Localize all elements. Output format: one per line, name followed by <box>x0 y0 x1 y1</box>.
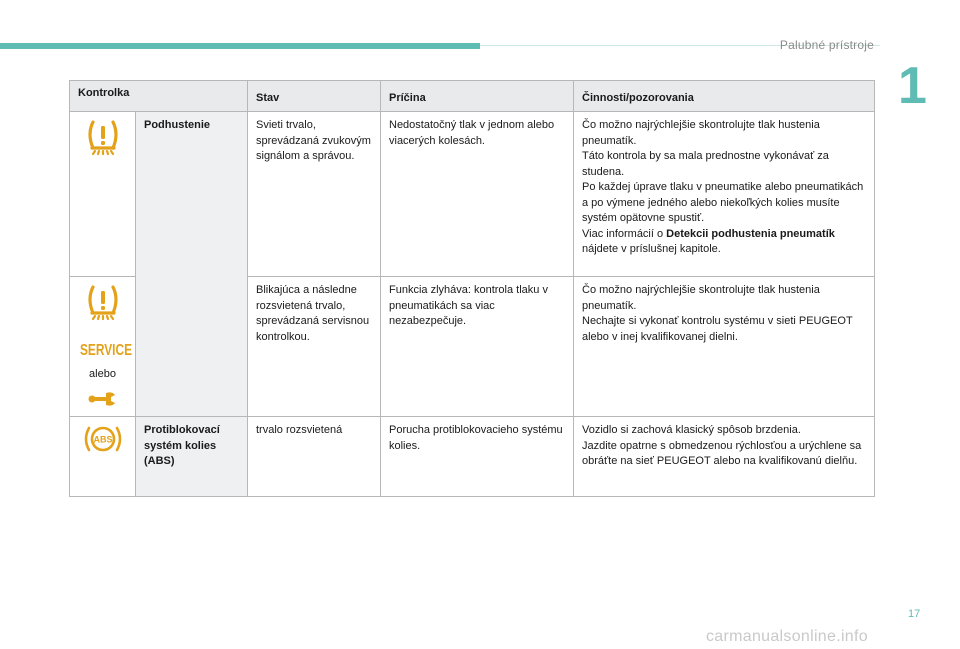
warning-name: Protiblokovací systém kolies (ABS) <box>144 424 220 467</box>
warning-name: Podhustenie <box>144 119 211 131</box>
actions-cell <box>574 112 875 277</box>
action-text: nájdete v príslušnej kapitole. <box>582 243 721 255</box>
state-text: Blikajúca a následne rozsvietená trvalo, sprevádzaná servisnou kontrolkou. <box>256 284 370 343</box>
action-text: Po každej úprave tlaku v pneumatike alebo pneumatikách a po výmene jedného alebo niekoľkých kolies musíte systém opätovne spustiť. <box>582 181 864 224</box>
cause-cell <box>381 112 574 277</box>
column-header-pricina <box>381 81 574 112</box>
cause-text: Funkcia zlyháva: kontrola tlaku v pneumatikách sa viac nezabezpečuje. <box>389 284 548 327</box>
column-header-label: Stav <box>256 91 280 104</box>
action-text: Nechajte si vykonať kontrolu systému v sieti PEUGEOT alebo v inej kvalifikovanej dielni. <box>582 315 853 343</box>
table-row <box>70 417 875 497</box>
icon-cell <box>70 112 136 277</box>
state-cell <box>248 112 381 277</box>
table-header-row <box>70 81 875 112</box>
state-text: Svieti trvalo, sprevádzaná zvukovým signálom a správou. <box>256 119 371 162</box>
service-icon-label: SERVICE <box>80 342 133 359</box>
actions-cell <box>574 417 875 497</box>
or-label: alebo <box>89 368 116 380</box>
abs-icon-label: ABS <box>92 434 113 445</box>
state-cell <box>248 417 381 497</box>
watermark: carmanualsonline.info <box>706 628 868 645</box>
service-icon <box>78 339 134 359</box>
tire-pressure-warning-icon <box>83 283 123 323</box>
action-text-mixed <box>582 227 866 258</box>
warning-name-cell <box>136 417 248 497</box>
cause-text: Porucha protiblokovacieho systému kolies. <box>389 424 563 452</box>
icon-cell <box>70 417 136 497</box>
action-text: Jazdite opatrne s obmedzenou rýchlosťou a urýchlene sa obráťte na sieť PEUGEOT alebo na kvalifikovanú dielňu. <box>582 439 862 467</box>
action-text: Vozidlo si zachová klasický spôsob brzdenia. <box>582 424 801 436</box>
section-title: Palubné prístroje <box>779 38 874 52</box>
column-header-stav <box>248 81 381 112</box>
column-header-label: Činnosti/pozorovania <box>582 91 694 104</box>
wrench-icon <box>88 389 118 407</box>
header-accent-bar <box>0 43 480 49</box>
cause-cell <box>381 417 574 497</box>
cause-text: Nedostatočný tlak v jednom alebo viacerých kolesách. <box>389 119 555 147</box>
action-text: Čo možno najrýchlejšie skontrolujte tlak hustenia pneumatík. <box>582 284 820 312</box>
action-text: Viac informácií o <box>582 227 667 240</box>
column-header-cinnosti <box>574 81 875 112</box>
chapter-number: 1 <box>898 57 927 115</box>
tire-pressure-warning-icon <box>83 118 123 158</box>
state-text: trvalo rozsvietená <box>256 424 343 436</box>
actions-cell <box>574 277 875 417</box>
action-text: Čo možno najrýchlejšie skontrolujte tlak hustenia pneumatík. <box>582 119 820 147</box>
warning-lights-table <box>69 80 875 497</box>
state-cell <box>248 277 381 417</box>
warning-name-cell <box>136 112 248 417</box>
table-row <box>70 112 875 277</box>
action-emphasis: Detekcii podhustenia pneumatík <box>666 227 835 240</box>
action-text: Táto kontrola by sa mala prednostne vykonávať za studena. <box>582 150 829 178</box>
abs-icon <box>83 423 123 455</box>
column-header-label: Kontrolka <box>78 87 130 99</box>
column-header-kontrolka <box>70 81 248 112</box>
page-number: 17 <box>908 608 921 620</box>
icon-cell <box>70 277 136 417</box>
column-header-label: Príčina <box>389 91 426 104</box>
cause-cell <box>381 277 574 417</box>
